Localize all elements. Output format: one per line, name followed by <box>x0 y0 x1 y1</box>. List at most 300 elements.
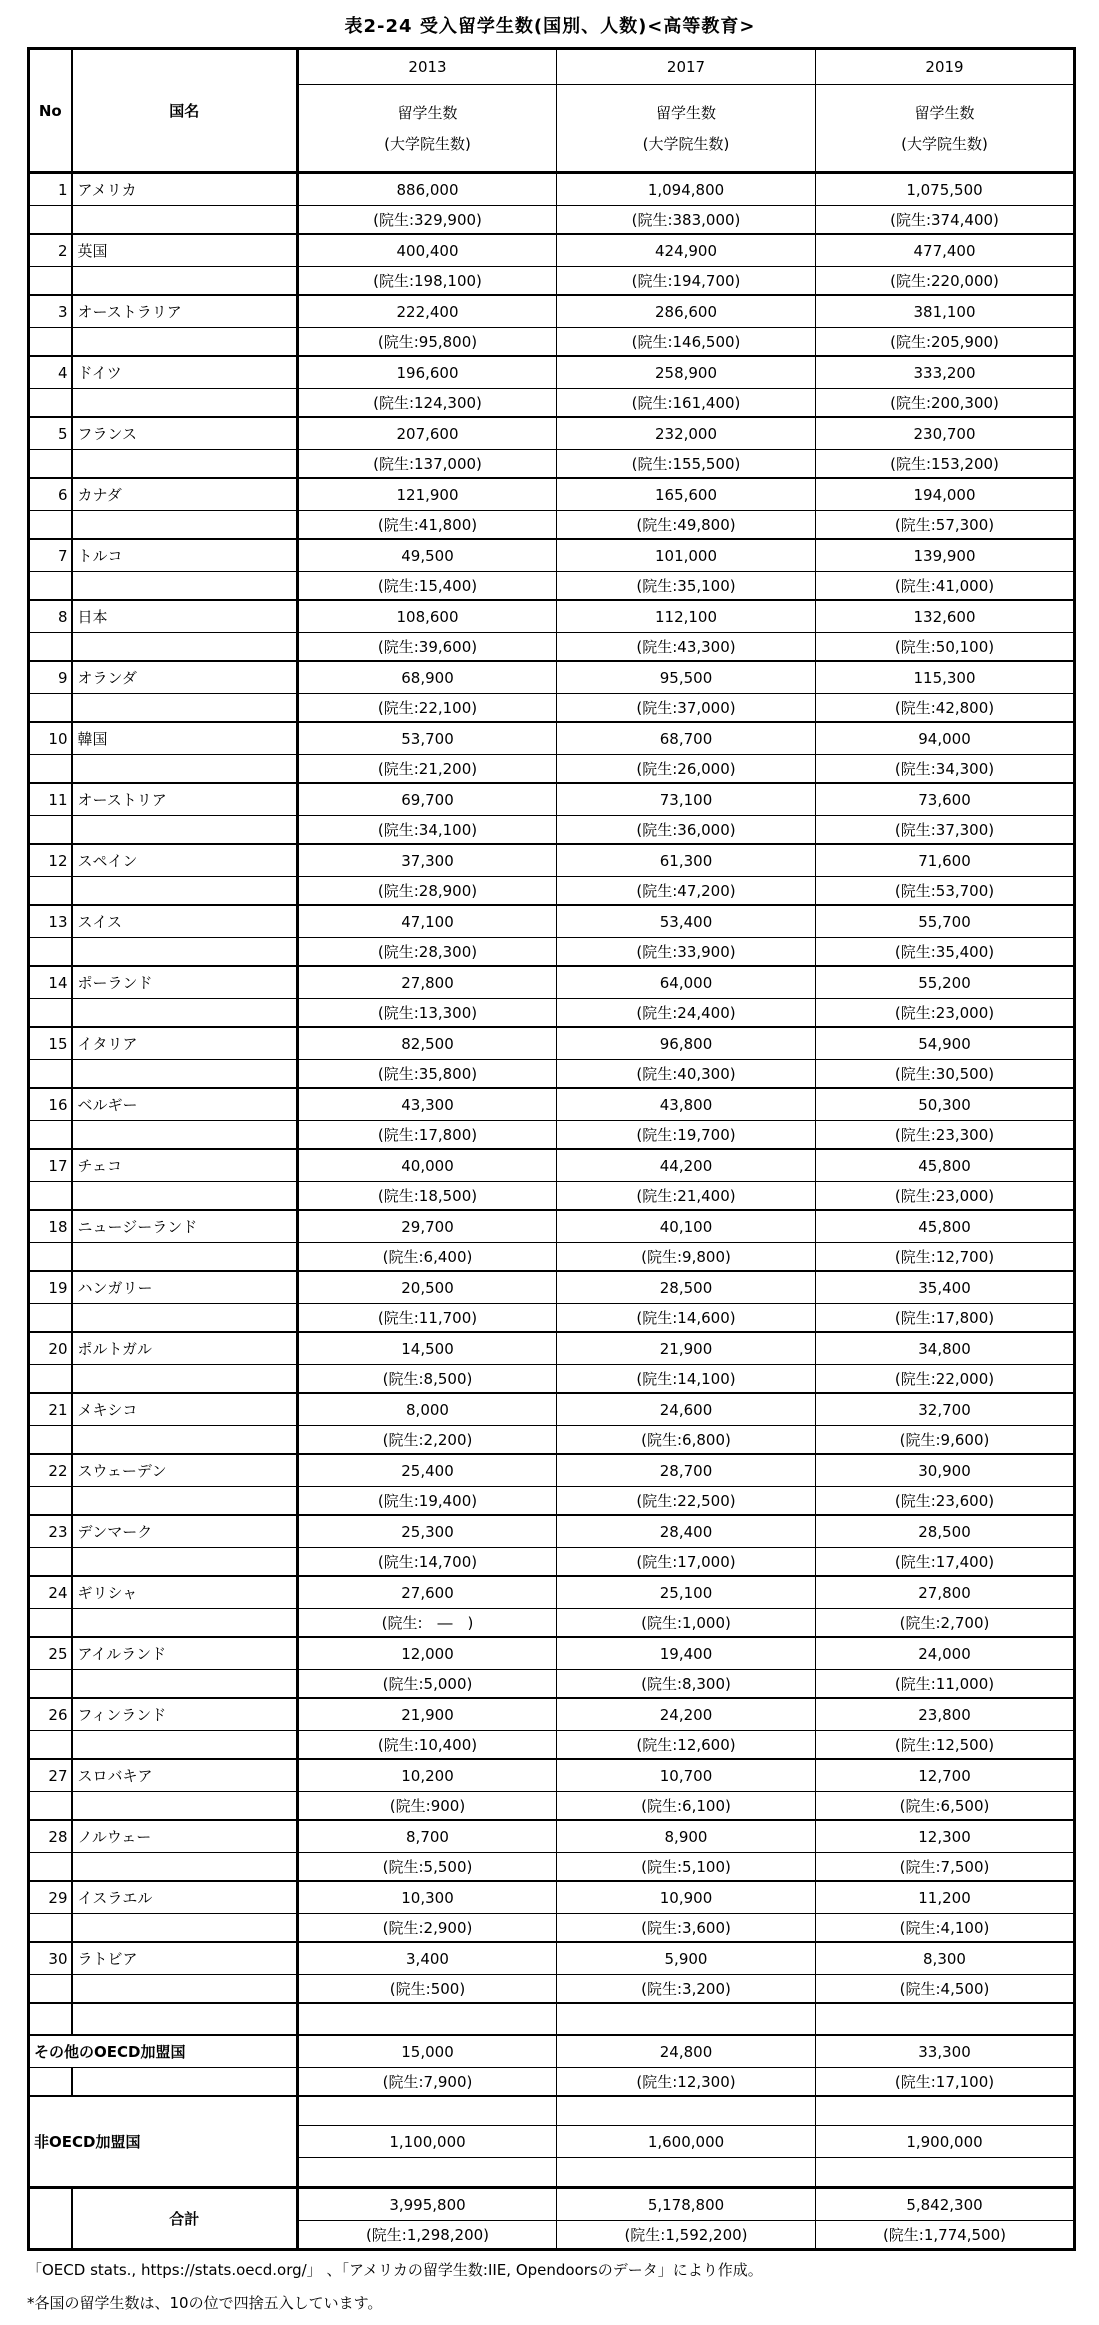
grad-students-2013: (院生:329,900) <box>298 206 557 235</box>
table-row <box>29 1548 1075 1577</box>
row-number-empty <box>29 1182 72 1211</box>
total-students-2013: 3,995,800 <box>298 2188 557 2221</box>
footnote-rounding: *各国の留学生数は、10の位で四捨五入しています。 <box>27 2294 383 2312</box>
students-2019: 45,800 <box>816 1149 1075 1182</box>
grad-students-2019: (院生:7,500) <box>816 1853 1075 1882</box>
students-2019: 12,300 <box>816 1820 1075 1853</box>
table-row <box>29 966 1075 999</box>
country-name: スロバキア <box>72 1759 298 1792</box>
row-number: 7 <box>29 539 72 572</box>
grad-students-2017: (院生:47,200) <box>557 877 816 906</box>
row-number: 10 <box>29 722 72 755</box>
table-row <box>29 1576 1075 1609</box>
country-name-empty <box>72 755 298 784</box>
grad-students-2013: (院生:8,500) <box>298 1365 557 1394</box>
grad-students-2019: (院生:2,700) <box>816 1609 1075 1638</box>
students-2017: 232,000 <box>557 417 816 450</box>
students-2013: 47,100 <box>298 905 557 938</box>
students-2013: 68,900 <box>298 661 557 694</box>
row-number-empty <box>29 816 72 845</box>
students-2019: 12,700 <box>816 1759 1075 1792</box>
row-number: 11 <box>29 783 72 816</box>
total-students-2019: 5,842,300 <box>816 2188 1075 2221</box>
row-number: 12 <box>29 844 72 877</box>
students-2017: 28,700 <box>557 1454 816 1487</box>
row-number: 19 <box>29 1271 72 1304</box>
students-2017: 8,900 <box>557 1820 816 1853</box>
grad-students-2013: (院生:198,100) <box>298 267 557 296</box>
country-name-empty <box>72 1060 298 1089</box>
total-grad-2017: (院生:1,592,200) <box>557 2221 816 2250</box>
grad-students-2019: (院生:23,000) <box>816 1182 1075 1211</box>
students-2017: 286,600 <box>557 295 816 328</box>
country-name: ギリシャ <box>72 1576 298 1609</box>
spacer-cell <box>557 2003 816 2035</box>
country-name: フィンランド <box>72 1698 298 1731</box>
table-row <box>29 1820 1075 1853</box>
country-name: アイルランド <box>72 1637 298 1670</box>
country-name: アメリカ <box>72 173 298 206</box>
table-row <box>29 1698 1075 1731</box>
spacer-cell <box>29 2003 72 2035</box>
students-2017: 258,900 <box>557 356 816 389</box>
table-row <box>29 816 1075 845</box>
table-row <box>29 1304 1075 1333</box>
table-row <box>29 1759 1075 1792</box>
country-name-empty <box>72 877 298 906</box>
country-name: 日本 <box>72 600 298 633</box>
row-number-empty <box>29 1914 72 1943</box>
grad-students-2019: (院生:42,800) <box>816 694 1075 723</box>
country-name-empty <box>72 572 298 601</box>
table-row <box>29 1853 1075 1882</box>
grad-students-2013: (院生:28,300) <box>298 938 557 967</box>
header-students-label: 留学生数 <box>655 104 716 122</box>
table-row <box>29 511 1075 540</box>
country-name: カナダ <box>72 478 298 511</box>
students-2017: 1,094,800 <box>557 173 816 206</box>
students-2013: 25,400 <box>298 1454 557 1487</box>
grad-students-2019: (院生:34,300) <box>816 755 1075 784</box>
grad-students-2017: (院生:37,000) <box>557 694 816 723</box>
students-2013: 12,000 <box>298 1637 557 1670</box>
grad-students-2019: (院生:9,600) <box>816 1426 1075 1455</box>
grad-students-2019: (院生:374,400) <box>816 206 1075 235</box>
row-number-empty <box>29 1365 72 1394</box>
grad-students-2017: (院生:5,100) <box>557 1853 816 1882</box>
country-name-empty <box>72 1243 298 1272</box>
country-name-empty <box>72 694 298 723</box>
row-number-empty <box>29 1609 72 1638</box>
table-row <box>29 2003 1075 2035</box>
table-row <box>29 1271 1075 1304</box>
row-number: 28 <box>29 1820 72 1853</box>
country-name: トルコ <box>72 539 298 572</box>
table-row <box>29 1210 1075 1243</box>
row-number-empty <box>29 1731 72 1760</box>
table-row <box>29 295 1075 328</box>
row-number: 18 <box>29 1210 72 1243</box>
row-number-empty <box>29 1548 72 1577</box>
grad-students-2017: (院生:36,000) <box>557 816 816 845</box>
table-row <box>29 1914 1075 1943</box>
students-2017: 40,100 <box>557 1210 816 1243</box>
grad-students-2017: (院生:194,700) <box>557 267 816 296</box>
students-2013: 25,300 <box>298 1515 557 1548</box>
other-oecd-grad-2013: (院生:7,900) <box>298 2068 557 2097</box>
header-grad-label: (大学院生数) <box>901 135 988 153</box>
header-year-2019: 2019 <box>816 49 1075 85</box>
students-2013: 886,000 <box>298 173 557 206</box>
students-2019: 73,600 <box>816 783 1075 816</box>
grad-students-2019: (院生:17,400) <box>816 1548 1075 1577</box>
country-name: オランダ <box>72 661 298 694</box>
grad-students-2013: (院生:13,300) <box>298 999 557 1028</box>
students-2013: 207,600 <box>298 417 557 450</box>
grad-students-2019: (院生:22,000) <box>816 1365 1075 1394</box>
row-number-empty <box>29 1792 72 1821</box>
table-row <box>29 2035 1075 2068</box>
grad-students-2019: (院生:205,900) <box>816 328 1075 357</box>
country-name-empty <box>72 1548 298 1577</box>
non-oecd-pad <box>816 2158 1075 2188</box>
students-2013: 10,300 <box>298 1881 557 1914</box>
table-row <box>29 1060 1075 1089</box>
students-2013: 37,300 <box>298 844 557 877</box>
students-2019: 132,600 <box>816 600 1075 633</box>
row-number-empty <box>29 755 72 784</box>
table-row <box>29 1609 1075 1638</box>
students-2019: 55,200 <box>816 966 1075 999</box>
row-number-empty <box>29 328 72 357</box>
total-no-cell <box>29 2188 72 2250</box>
row-number: 24 <box>29 1576 72 1609</box>
grad-students-2017: (院生:12,600) <box>557 1731 816 1760</box>
students-by-country-table <box>27 47 1076 2251</box>
country-name: メキシコ <box>72 1393 298 1426</box>
country-name-empty <box>72 450 298 479</box>
grad-students-2019: (院生:37,300) <box>816 816 1075 845</box>
grad-students-2017: (院生:24,400) <box>557 999 816 1028</box>
country-name: ノルウェー <box>72 1820 298 1853</box>
table-row <box>29 572 1075 601</box>
grad-students-2013: (院生: ― ) <box>298 1609 557 1638</box>
table-row <box>29 1487 1075 1516</box>
row-number: 2 <box>29 234 72 267</box>
row-number-empty <box>29 1243 72 1272</box>
grad-students-2019: (院生:23,600) <box>816 1487 1075 1516</box>
grad-students-2019: (院生:220,000) <box>816 267 1075 296</box>
row-number: 22 <box>29 1454 72 1487</box>
students-2013: 8,000 <box>298 1393 557 1426</box>
grad-students-2013: (院生:28,900) <box>298 877 557 906</box>
non-oecd-pad <box>816 2096 1075 2126</box>
students-2017: 95,500 <box>557 661 816 694</box>
students-2019: 24,000 <box>816 1637 1075 1670</box>
table-row <box>29 173 1075 206</box>
country-name-empty <box>72 1731 298 1760</box>
row-number: 29 <box>29 1881 72 1914</box>
grad-students-2019: (院生:35,400) <box>816 938 1075 967</box>
table-row <box>29 450 1075 479</box>
row-number: 14 <box>29 966 72 999</box>
table-row <box>29 1454 1075 1487</box>
table-row <box>29 1365 1075 1394</box>
country-name-empty <box>72 1609 298 1638</box>
students-2013: 121,900 <box>298 478 557 511</box>
students-2017: 96,800 <box>557 1027 816 1060</box>
students-2013: 196,600 <box>298 356 557 389</box>
grad-students-2017: (院生:8,300) <box>557 1670 816 1699</box>
students-2019: 333,200 <box>816 356 1075 389</box>
non-oecd-pad <box>298 2096 557 2126</box>
table-row <box>29 1182 1075 1211</box>
students-2017: 24,200 <box>557 1698 816 1731</box>
students-2019: 115,300 <box>816 661 1075 694</box>
grad-students-2017: (院生:21,400) <box>557 1182 816 1211</box>
country-name: ラトビア <box>72 1942 298 1975</box>
grad-students-2013: (院生:39,600) <box>298 633 557 662</box>
country-name: スペイン <box>72 844 298 877</box>
grad-students-2017: (院生:9,800) <box>557 1243 816 1272</box>
country-name-empty <box>72 999 298 1028</box>
students-2017: 5,900 <box>557 1942 816 1975</box>
grad-students-2013: (院生:95,800) <box>298 328 557 357</box>
other-oecd-students-2019: 33,300 <box>816 2035 1075 2068</box>
students-2013: 69,700 <box>298 783 557 816</box>
table-row <box>29 417 1075 450</box>
grad-students-2017: (院生:26,000) <box>557 755 816 784</box>
grad-students-2017: (院生:3,600) <box>557 1914 816 1943</box>
grad-students-2013: (院生:5,500) <box>298 1853 557 1882</box>
row-number-empty <box>29 206 72 235</box>
country-name: 英国 <box>72 234 298 267</box>
country-name: ニュージーランド <box>72 1210 298 1243</box>
country-name-empty <box>72 1914 298 1943</box>
students-2017: 165,600 <box>557 478 816 511</box>
country-name-empty <box>72 1670 298 1699</box>
country-name-empty <box>72 1487 298 1516</box>
students-2013: 8,700 <box>298 1820 557 1853</box>
table-row <box>29 633 1075 662</box>
table-row <box>29 206 1075 235</box>
footnotes <box>27 2259 1073 2313</box>
students-2019: 30,900 <box>816 1454 1075 1487</box>
row-number-empty <box>29 1121 72 1150</box>
grad-students-2019: (院生:30,500) <box>816 1060 1075 1089</box>
grad-students-2013: (院生:21,200) <box>298 755 557 784</box>
row-number: 4 <box>29 356 72 389</box>
students-2017: 64,000 <box>557 966 816 999</box>
header-subtitle-2017 <box>557 85 816 173</box>
country-name: ベルギー <box>72 1088 298 1121</box>
table-row <box>29 1027 1075 1060</box>
students-2013: 14,500 <box>298 1332 557 1365</box>
table-row <box>29 356 1075 389</box>
students-2017: 112,100 <box>557 600 816 633</box>
non-oecd-label: 非OECD加盟国 <box>29 2096 298 2188</box>
table-body <box>29 173 1075 2250</box>
row-number-empty <box>29 1304 72 1333</box>
grad-students-2019: (院生:200,300) <box>816 389 1075 418</box>
students-2017: 68,700 <box>557 722 816 755</box>
non-oecd-pad <box>298 2158 557 2188</box>
grad-students-2013: (院生:10,400) <box>298 1731 557 1760</box>
grad-students-2013: (院生:17,800) <box>298 1121 557 1150</box>
grad-students-2017: (院生:49,800) <box>557 511 816 540</box>
row-number-empty <box>29 267 72 296</box>
country-name: オーストリア <box>72 783 298 816</box>
table-row <box>29 2188 1075 2221</box>
table-row <box>29 2096 1075 2126</box>
grad-students-2017: (院生:383,000) <box>557 206 816 235</box>
students-2013: 29,700 <box>298 1210 557 1243</box>
grad-students-2019: (院生:12,500) <box>816 1731 1075 1760</box>
grad-students-2017: (院生:155,500) <box>557 450 816 479</box>
row-number-empty <box>29 999 72 1028</box>
students-2017: 44,200 <box>557 1149 816 1182</box>
header-students-label: 留学生数 <box>914 104 975 122</box>
grad-students-2017: (院生:17,000) <box>557 1548 816 1577</box>
country-name: チェコ <box>72 1149 298 1182</box>
students-2019: 45,800 <box>816 1210 1075 1243</box>
table-title: 表2-24 受入留学生数(国別、人数)<高等教育> <box>344 16 756 37</box>
row-number-empty <box>29 1426 72 1455</box>
students-2019: 35,400 <box>816 1271 1075 1304</box>
country-name: スウェーデン <box>72 1454 298 1487</box>
table-row <box>29 1731 1075 1760</box>
grad-students-2013: (院生:14,700) <box>298 1548 557 1577</box>
students-2019: 139,900 <box>816 539 1075 572</box>
table-row <box>29 999 1075 1028</box>
row-number-empty <box>29 450 72 479</box>
students-2017: 10,900 <box>557 1881 816 1914</box>
grad-students-2019: (院生:53,700) <box>816 877 1075 906</box>
grad-students-2019: (院生:57,300) <box>816 511 1075 540</box>
row-number-empty <box>29 2068 72 2097</box>
country-name-empty <box>72 267 298 296</box>
country-name-empty <box>72 1182 298 1211</box>
students-2013: 40,000 <box>298 1149 557 1182</box>
row-number: 5 <box>29 417 72 450</box>
country-name: オーストラリア <box>72 295 298 328</box>
row-number: 1 <box>29 173 72 206</box>
other-oecd-grad-2019: (院生:17,100) <box>816 2068 1075 2097</box>
header-country-name: 国名 <box>72 49 298 173</box>
total-grad-2013: (院生:1,298,200) <box>298 2221 557 2250</box>
row-number: 9 <box>29 661 72 694</box>
row-number-empty <box>29 1060 72 1089</box>
table-row <box>29 938 1075 967</box>
table-header <box>29 49 1075 173</box>
students-2019: 55,700 <box>816 905 1075 938</box>
students-2019: 27,800 <box>816 1576 1075 1609</box>
grad-students-2013: (院生:124,300) <box>298 389 557 418</box>
row-number-empty <box>29 572 72 601</box>
row-number-empty <box>29 1853 72 1882</box>
grad-students-2013: (院生:18,500) <box>298 1182 557 1211</box>
students-2013: 3,400 <box>298 1942 557 1975</box>
country-name: 韓国 <box>72 722 298 755</box>
country-name: デンマーク <box>72 1515 298 1548</box>
country-name: ポーランド <box>72 966 298 999</box>
row-number-empty <box>29 389 72 418</box>
students-2019: 50,300 <box>816 1088 1075 1121</box>
country-name-empty <box>72 1792 298 1821</box>
table-row <box>29 328 1075 357</box>
grad-students-2013: (院生:41,800) <box>298 511 557 540</box>
students-2017: 73,100 <box>557 783 816 816</box>
spacer-cell <box>298 2003 557 2035</box>
country-name-empty <box>72 1975 298 2004</box>
country-name-empty <box>72 206 298 235</box>
country-name-empty <box>72 938 298 967</box>
row-number-empty <box>29 1670 72 1699</box>
grad-students-2019: (院生:50,100) <box>816 633 1075 662</box>
students-2017: 53,400 <box>557 905 816 938</box>
row-number: 21 <box>29 1393 72 1426</box>
row-number: 17 <box>29 1149 72 1182</box>
students-2019: 381,100 <box>816 295 1075 328</box>
country-name-empty <box>72 633 298 662</box>
students-2013: 82,500 <box>298 1027 557 1060</box>
row-number: 16 <box>29 1088 72 1121</box>
grad-students-2013: (院生:15,400) <box>298 572 557 601</box>
grad-students-2019: (院生:12,700) <box>816 1243 1075 1272</box>
non-oecd-pad <box>557 2096 816 2126</box>
country-name: フランス <box>72 417 298 450</box>
other-oecd-grad-2017: (院生:12,300) <box>557 2068 816 2097</box>
country-name: ハンガリー <box>72 1271 298 1304</box>
other-oecd-students-2017: 24,800 <box>557 2035 816 2068</box>
header-year-2013: 2013 <box>298 49 557 85</box>
students-2019: 28,500 <box>816 1515 1075 1548</box>
grad-students-2017: (院生:146,500) <box>557 328 816 357</box>
table-row <box>29 905 1075 938</box>
table-row <box>29 1637 1075 1670</box>
country-name-empty <box>72 1304 298 1333</box>
table-row <box>29 1332 1075 1365</box>
country-name-empty <box>72 2068 298 2097</box>
country-name: イスラエル <box>72 1881 298 1914</box>
grad-students-2017: (院生:43,300) <box>557 633 816 662</box>
students-2017: 424,900 <box>557 234 816 267</box>
row-number-empty <box>29 694 72 723</box>
row-number: 8 <box>29 600 72 633</box>
grad-students-2013: (院生:19,400) <box>298 1487 557 1516</box>
table-row <box>29 694 1075 723</box>
students-2013: 21,900 <box>298 1698 557 1731</box>
students-2013: 20,500 <box>298 1271 557 1304</box>
table-row <box>29 267 1075 296</box>
header-subtitle-2013 <box>298 85 557 173</box>
grad-students-2017: (院生:33,900) <box>557 938 816 967</box>
table-row <box>29 783 1075 816</box>
table-row <box>29 1426 1075 1455</box>
header-students-label: 留学生数 <box>397 104 458 122</box>
students-2017: 28,400 <box>557 1515 816 1548</box>
grad-students-2019: (院生:17,800) <box>816 1304 1075 1333</box>
students-2019: 230,700 <box>816 417 1075 450</box>
footnote-source: 「OECD stats., https://stats.oecd.org/」 、「アメリカの留学生数:IIE, Opendoorsのデータ」により作成。 <box>27 2261 763 2279</box>
students-2019: 23,800 <box>816 1698 1075 1731</box>
row-number: 13 <box>29 905 72 938</box>
grad-students-2017: (院生:14,600) <box>557 1304 816 1333</box>
total-grad-2019: (院生:1,774,500) <box>816 2221 1075 2250</box>
table-row <box>29 1881 1075 1914</box>
grad-students-2013: (院生:137,000) <box>298 450 557 479</box>
header-grad-label: (大学院生数) <box>384 135 471 153</box>
